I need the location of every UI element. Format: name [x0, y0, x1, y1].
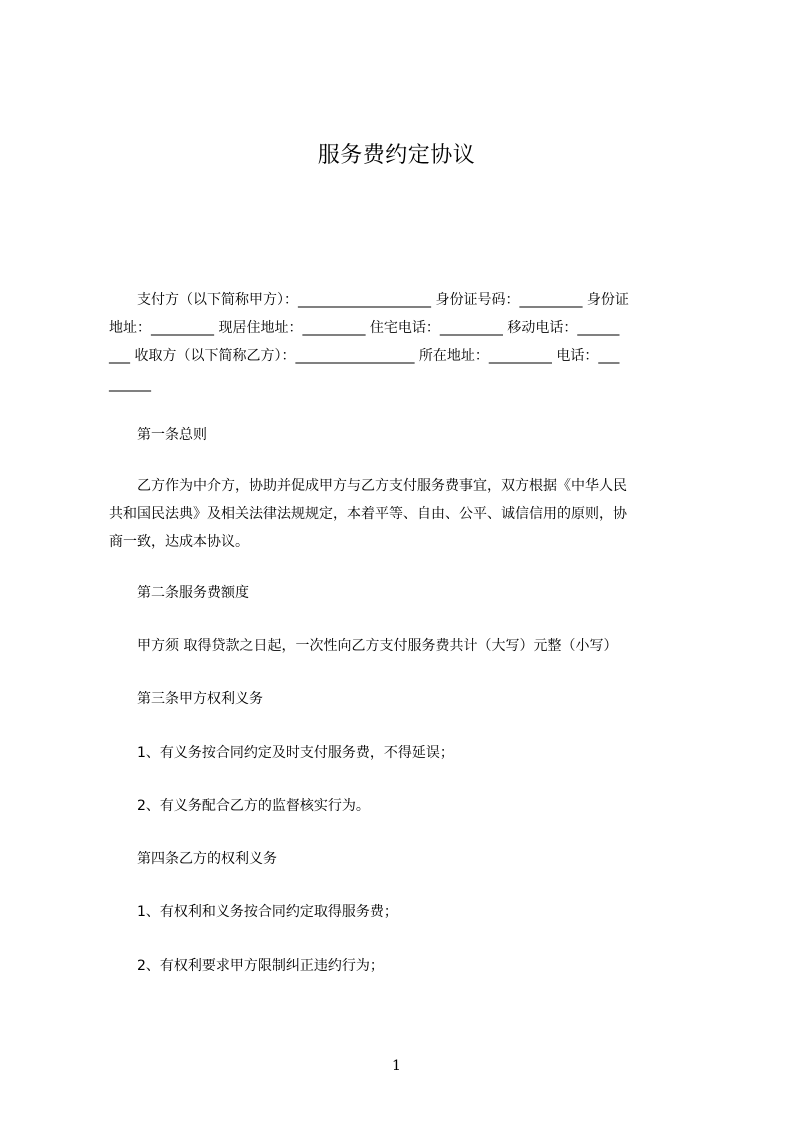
article-4-item-1: 1、有权利和义务按合同约定取得服务费； — [137, 904, 398, 920]
document-title: 服务费约定协议 — [317, 143, 476, 168]
parties-line-4: ______ — [109, 376, 151, 392]
parties-line-3: ___ 收取方（以下简称乙方）：_________________ 所在地址：_________ 电话：___ — [109, 348, 620, 364]
article-1-line-1: 乙方作为中介方，协助并促成甲方与乙方支付服务费事宜，双方根据《中华人民 — [137, 478, 627, 494]
parties-line-2: 地址：_________ 现居住地址：_________ 住宅电话：_________ 移动电话：______ — [109, 320, 620, 336]
article-2-text: 甲方须 取得贷款之日起，一次性向乙方支付服务费共计（大写）元整（小写） — [137, 638, 618, 654]
article-3-item-1: 1、有义务按合同约定及时支付服务费，不得延误； — [137, 745, 454, 761]
article-2-heading: 第二条服务费额度 — [137, 585, 249, 601]
article-4-heading: 第四条乙方的权利义务 — [137, 851, 277, 867]
parties-line-1: 支付方（以下简称甲方）：___________________ 身份证号码：_________ 身份证 — [137, 292, 629, 308]
article-1-line-2: 共和国民法典》及相关法律法规规定，本着平等、自由、公平、诚信信用的原则，协 — [109, 506, 627, 522]
article-4-item-2: 2、有权利要求甲方限制纠正违约行为； — [137, 958, 384, 974]
article-3-heading: 第三条甲方权利义务 — [137, 691, 263, 707]
article-3-item-2: 2、有义务配合乙方的监督核实行为。 — [137, 798, 370, 814]
article-1-line-3: 商一致，达成本协议。 — [109, 534, 249, 550]
article-1-heading: 第一条总则 — [137, 427, 207, 443]
page-number: 1 — [392, 1058, 401, 1074]
